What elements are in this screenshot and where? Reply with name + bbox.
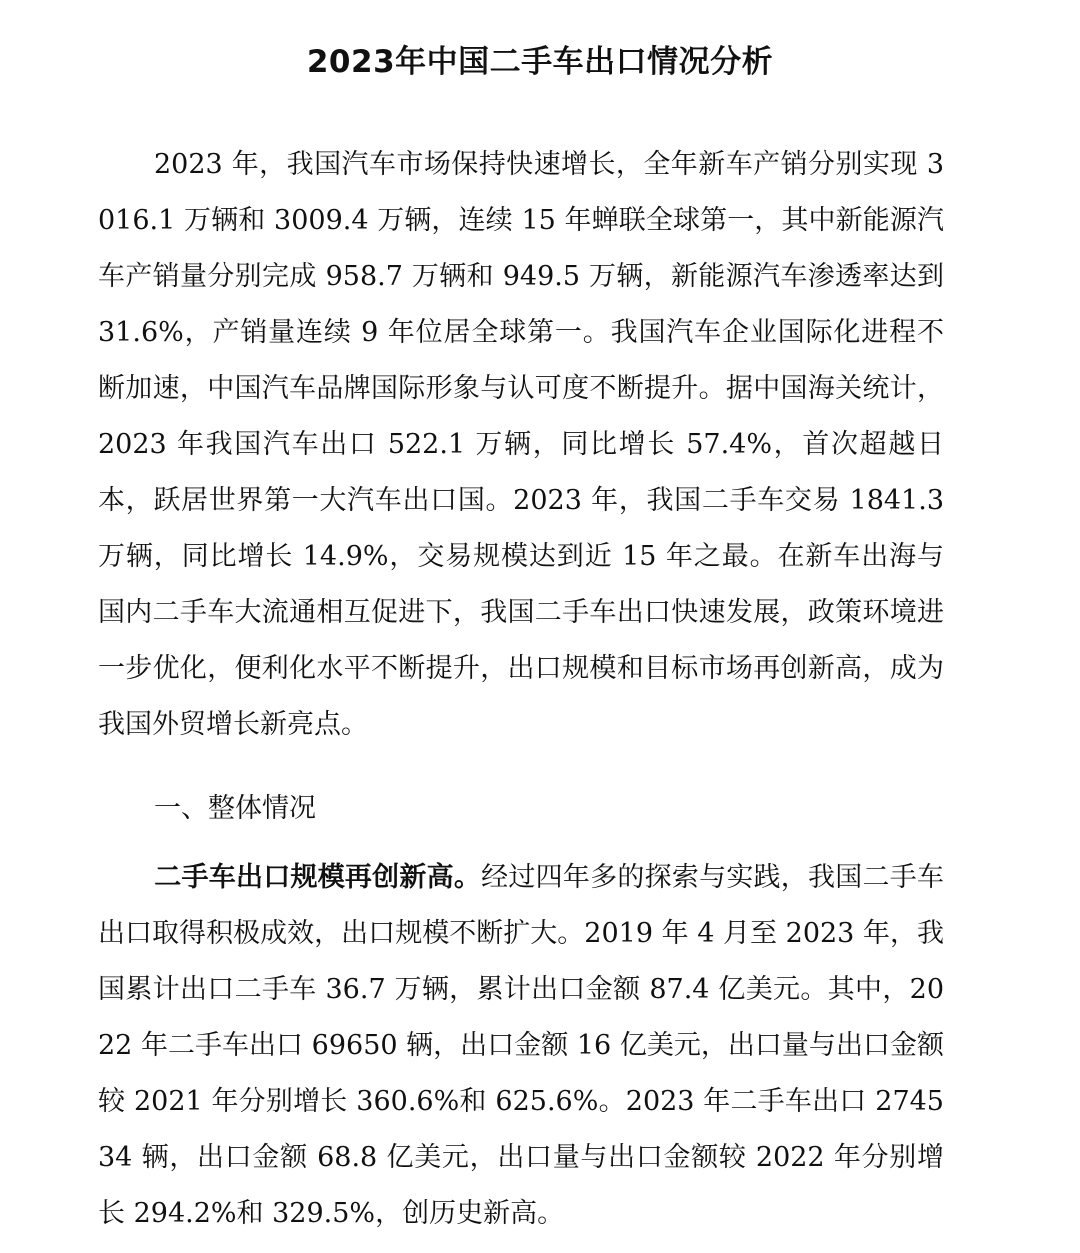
section-paragraph-text: 经过四年多的探索与实践，我国二手车出口取得积极成效，出口规模不断扩大。2019 年 4 月至 2023 年，我国累计出口二手车 36.7 万辆，累计出口金额 87.4 亿美元。其中，2022 年二手车出口 69650 辆，出口金额 16 亿美元，出口量与出口金额较 2021 年分别增长 360.6%和 625.6%。2023 年二手车出口 274534 辆，出口金额 68.8 亿美元，出口量与出口金额较 2022 年分别增长 294.2%和 329.5%，创历史新高。 xyxy=(98,862,945,1229)
section-heading: 一、整体情况 xyxy=(154,793,316,824)
document-title: 2023年中国二手车出口情况分析 xyxy=(306,44,774,80)
section-paragraph xyxy=(98,850,944,1242)
intro-paragraph-text: 2023 年，我国汽车市场保持快速增长，全年新车产销分别实现 3016.1 万辆和 3009.4 万辆，连续 15 年蝉联全球第一，其中新能源汽车产销量分别完成 958.7 万辆和 949.5 万辆，新能源汽车渗透率达到 31.6%，产销量连续 9 年位居全球第一。我国汽车企业国际化进程不断加速，中国汽车品牌国际形象与认可度不断提升。据中国海关统计，2023 年我国汽车出口 522.1 万辆，同比增长 57.4%，首次超越日本，跃居世界第一大汽车出口国。2023 年，我国二手车交易 1841.3 万辆，同比增长 14.9%，交易规模达到近 15 年之最。在新车出海与国内二手车大流通相互促进下，我国二手车出口快速发展，政策环境进一步优化，便利化水平不断提升，出口规模和目标市场再创新高，成为我国外贸增长新亮点。 xyxy=(98,149,944,740)
section-lead-sentence: 二手车出口规模再创新高。 xyxy=(154,862,482,893)
intro-paragraph xyxy=(98,137,944,753)
